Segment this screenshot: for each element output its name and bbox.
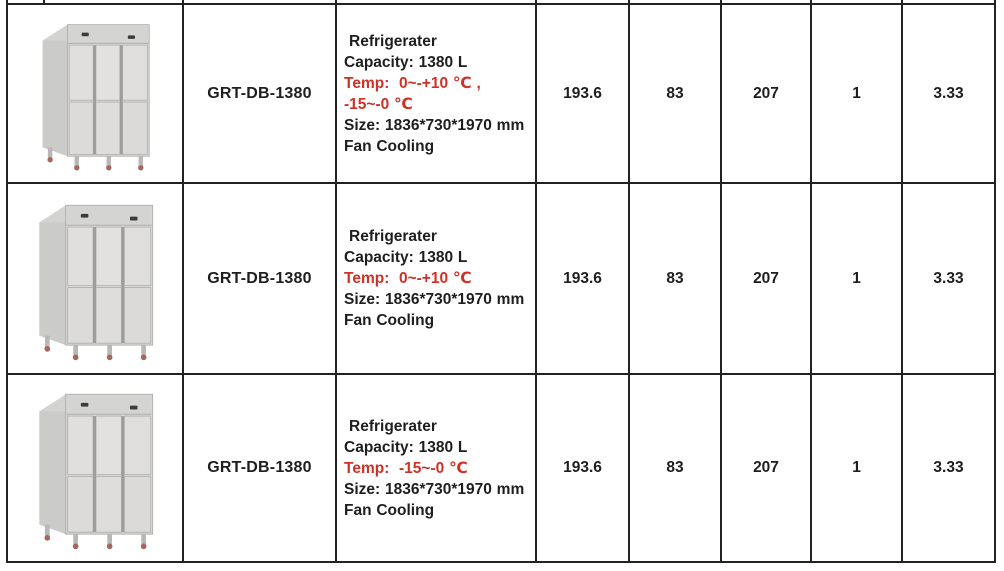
product-image-cell — [8, 375, 184, 563]
model-cell — [184, 184, 337, 375]
temperature-text: Temp: 0~-+10 ℃ — [344, 270, 472, 287]
value-cell: 193.6 — [537, 5, 630, 184]
product-name: Refrigerater — [349, 228, 437, 245]
previous-row-partial-cell — [722, 0, 812, 5]
refrigerator-photo — [22, 194, 168, 364]
description-cell — [337, 184, 537, 375]
product-name: Refrigerater — [349, 32, 437, 50]
value-cell: 3.33 — [903, 375, 996, 563]
capacity-text: Capacity: 1380 L — [344, 249, 468, 266]
value-cell: 1 — [812, 375, 903, 563]
previous-row-partial-image-cell — [8, 0, 184, 5]
previous-row-partial-cell — [903, 0, 996, 5]
cooling-text: Fan Cooling — [344, 501, 435, 519]
cooling-text: Fan Cooling — [344, 137, 435, 155]
product-description — [337, 416, 535, 521]
description-cell — [337, 5, 537, 184]
value-cell: 83 — [630, 5, 722, 184]
size-text: Size: 1836*730*1970 mm — [344, 116, 525, 134]
value-cell: 193.6 — [537, 375, 630, 563]
temperature-text: Temp: -15~-0 ℃ — [344, 459, 468, 477]
refrigerator-photo — [26, 14, 164, 174]
capacity-text: Capacity: 1380 L — [344, 438, 468, 456]
previous-row-extra-divider — [8, 0, 45, 3]
description-cell — [337, 375, 537, 563]
product-description — [337, 226, 535, 331]
value-cell: 3.33 — [903, 184, 996, 375]
model-cell — [184, 375, 337, 563]
model-cell — [184, 5, 337, 184]
temperature-text: Temp: 0~-+10 ℃ , -15~-0 ℃ — [344, 74, 486, 113]
previous-row-partial-cell — [630, 0, 722, 5]
value-cell: 3.33 — [903, 5, 996, 184]
value-cell: 193.6 — [537, 184, 630, 375]
cooling-text: Fan Cooling — [344, 312, 435, 329]
product-name: Refrigerater — [349, 417, 437, 435]
product-description — [337, 31, 535, 157]
model-number: GRT-DB-1380 — [207, 459, 312, 476]
product-table — [6, 0, 996, 563]
value-cell: 207 — [722, 184, 812, 375]
previous-row-partial-cell — [184, 0, 337, 5]
model-number: GRT-DB-1380 — [207, 269, 312, 287]
value-cell: 207 — [722, 375, 812, 563]
previous-row-partial-cell — [812, 0, 903, 5]
value-cell: 207 — [722, 5, 812, 184]
value-cell: 1 — [812, 184, 903, 375]
refrigerator-photo — [22, 383, 168, 553]
previous-row-partial-cell — [537, 0, 630, 5]
previous-row-partial-cell — [337, 0, 537, 5]
size-text: Size: 1836*730*1970 mm — [344, 480, 525, 498]
size-text: Size: 1836*730*1970 mm — [344, 291, 525, 308]
value-cell: 83 — [630, 375, 722, 563]
model-number: GRT-DB-1380 — [207, 84, 312, 102]
product-image-cell — [8, 184, 184, 375]
product-image-cell — [8, 5, 184, 184]
capacity-text: Capacity: 1380 L — [344, 53, 468, 71]
value-cell: 83 — [630, 184, 722, 375]
value-cell: 1 — [812, 5, 903, 184]
